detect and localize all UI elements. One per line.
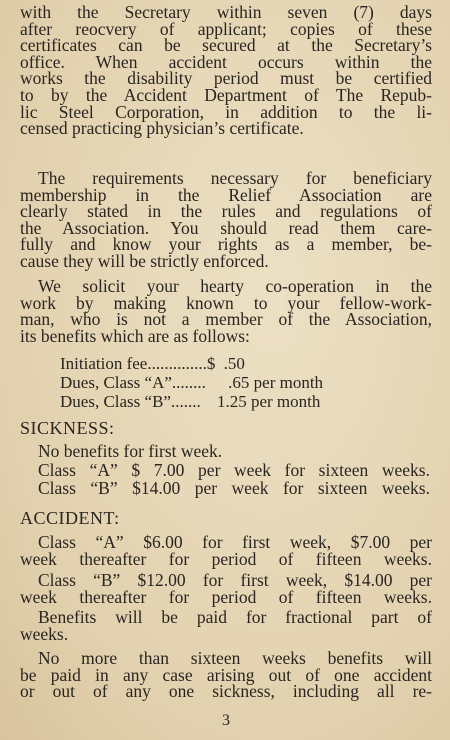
paragraph-disability-certificate (20, 4, 432, 137)
text-line: lic Steel Corporation, in addition to the li- (20, 101, 432, 122)
text-line: censed practicing physician’s certificate. (20, 118, 304, 139)
text-line: office. When accident occurs within the (20, 51, 432, 72)
fee-value: .65 per month (228, 373, 324, 392)
text-line: membership in the Relief Association are (20, 184, 432, 205)
text-line: its benefits which are as follows: (20, 325, 250, 346)
fee-row-class-b (60, 393, 320, 411)
text-line: week thereafter for period of fifteen weeks. (20, 586, 432, 607)
fee-value: 1.25 per month (216, 392, 321, 411)
accident-fractional (20, 609, 432, 642)
document-page (20, 0, 432, 740)
accident-limit (20, 650, 432, 700)
fee-row-initiation (60, 355, 245, 373)
text-line: be paid in any case arising out of one accident (20, 664, 432, 685)
text-line: No more than sixteen weeks benefits will (38, 648, 432, 668)
page-number: 3 (222, 712, 230, 729)
text-line: work by making known to your fellow-work- (20, 292, 432, 313)
text-line: certificates can be secured at the Secretary’s (20, 35, 432, 56)
text-line: weeks. (20, 623, 69, 644)
fee-label: Dues, Class “A”........ (60, 373, 206, 392)
sickness-line: Class “B” $14.00 per week for sixteen weeks. (38, 478, 430, 498)
accident-class-a (20, 534, 432, 567)
text-line: fully and know your rights as a member, be- (20, 234, 432, 255)
text-line: Benefits will be paid for fractional part of (38, 607, 432, 627)
heading-accident: ACCIDENT: (20, 508, 120, 528)
text-line: clearly stated in the rules and regulations of (20, 201, 432, 222)
accident-class-b (20, 572, 432, 605)
text-line: the Association. You should read them care- (20, 217, 432, 238)
text-line: to by the Accident Department of The Repub- (20, 84, 432, 105)
text-line: We solicit your hearty co-operation in the (38, 276, 432, 296)
text-line: man, who is not a member of the Association, (20, 309, 432, 330)
text-line: or out of any one sickness, including all re- (20, 681, 432, 702)
text-line: Class “B” $12.00 for first week, $14.00 per (38, 570, 432, 590)
text-line: after reocvery of applicant; copies of these (20, 18, 432, 39)
text-line: cause they will be strictly enforced. (20, 250, 269, 271)
text-line: Class “A” $6.00 for first week, $7.00 per (38, 532, 432, 552)
fee-label: Dues, Class “B”....... (60, 392, 201, 411)
text-line: with the Secretary within seven (7) days (20, 2, 432, 22)
text-line: works the disability period must be certified (20, 68, 432, 89)
text-line: week thereafter for period of fifteen weeks. (20, 548, 432, 569)
paragraph-requirements (20, 170, 432, 270)
paragraph-cooperation (20, 278, 432, 344)
fee-row-class-a (60, 374, 323, 392)
fee-value: .50 (223, 354, 245, 373)
text-line: The requirements necessary for beneficiary (38, 168, 432, 188)
sickness-line: No benefits for first week. (38, 441, 223, 461)
heading-sickness: SICKNESS: (20, 418, 115, 438)
fee-label: Initiation fee..............$ (60, 354, 216, 373)
sickness-line: Class “A” $ 7.00 per week for sixteen weeks. (38, 460, 430, 480)
